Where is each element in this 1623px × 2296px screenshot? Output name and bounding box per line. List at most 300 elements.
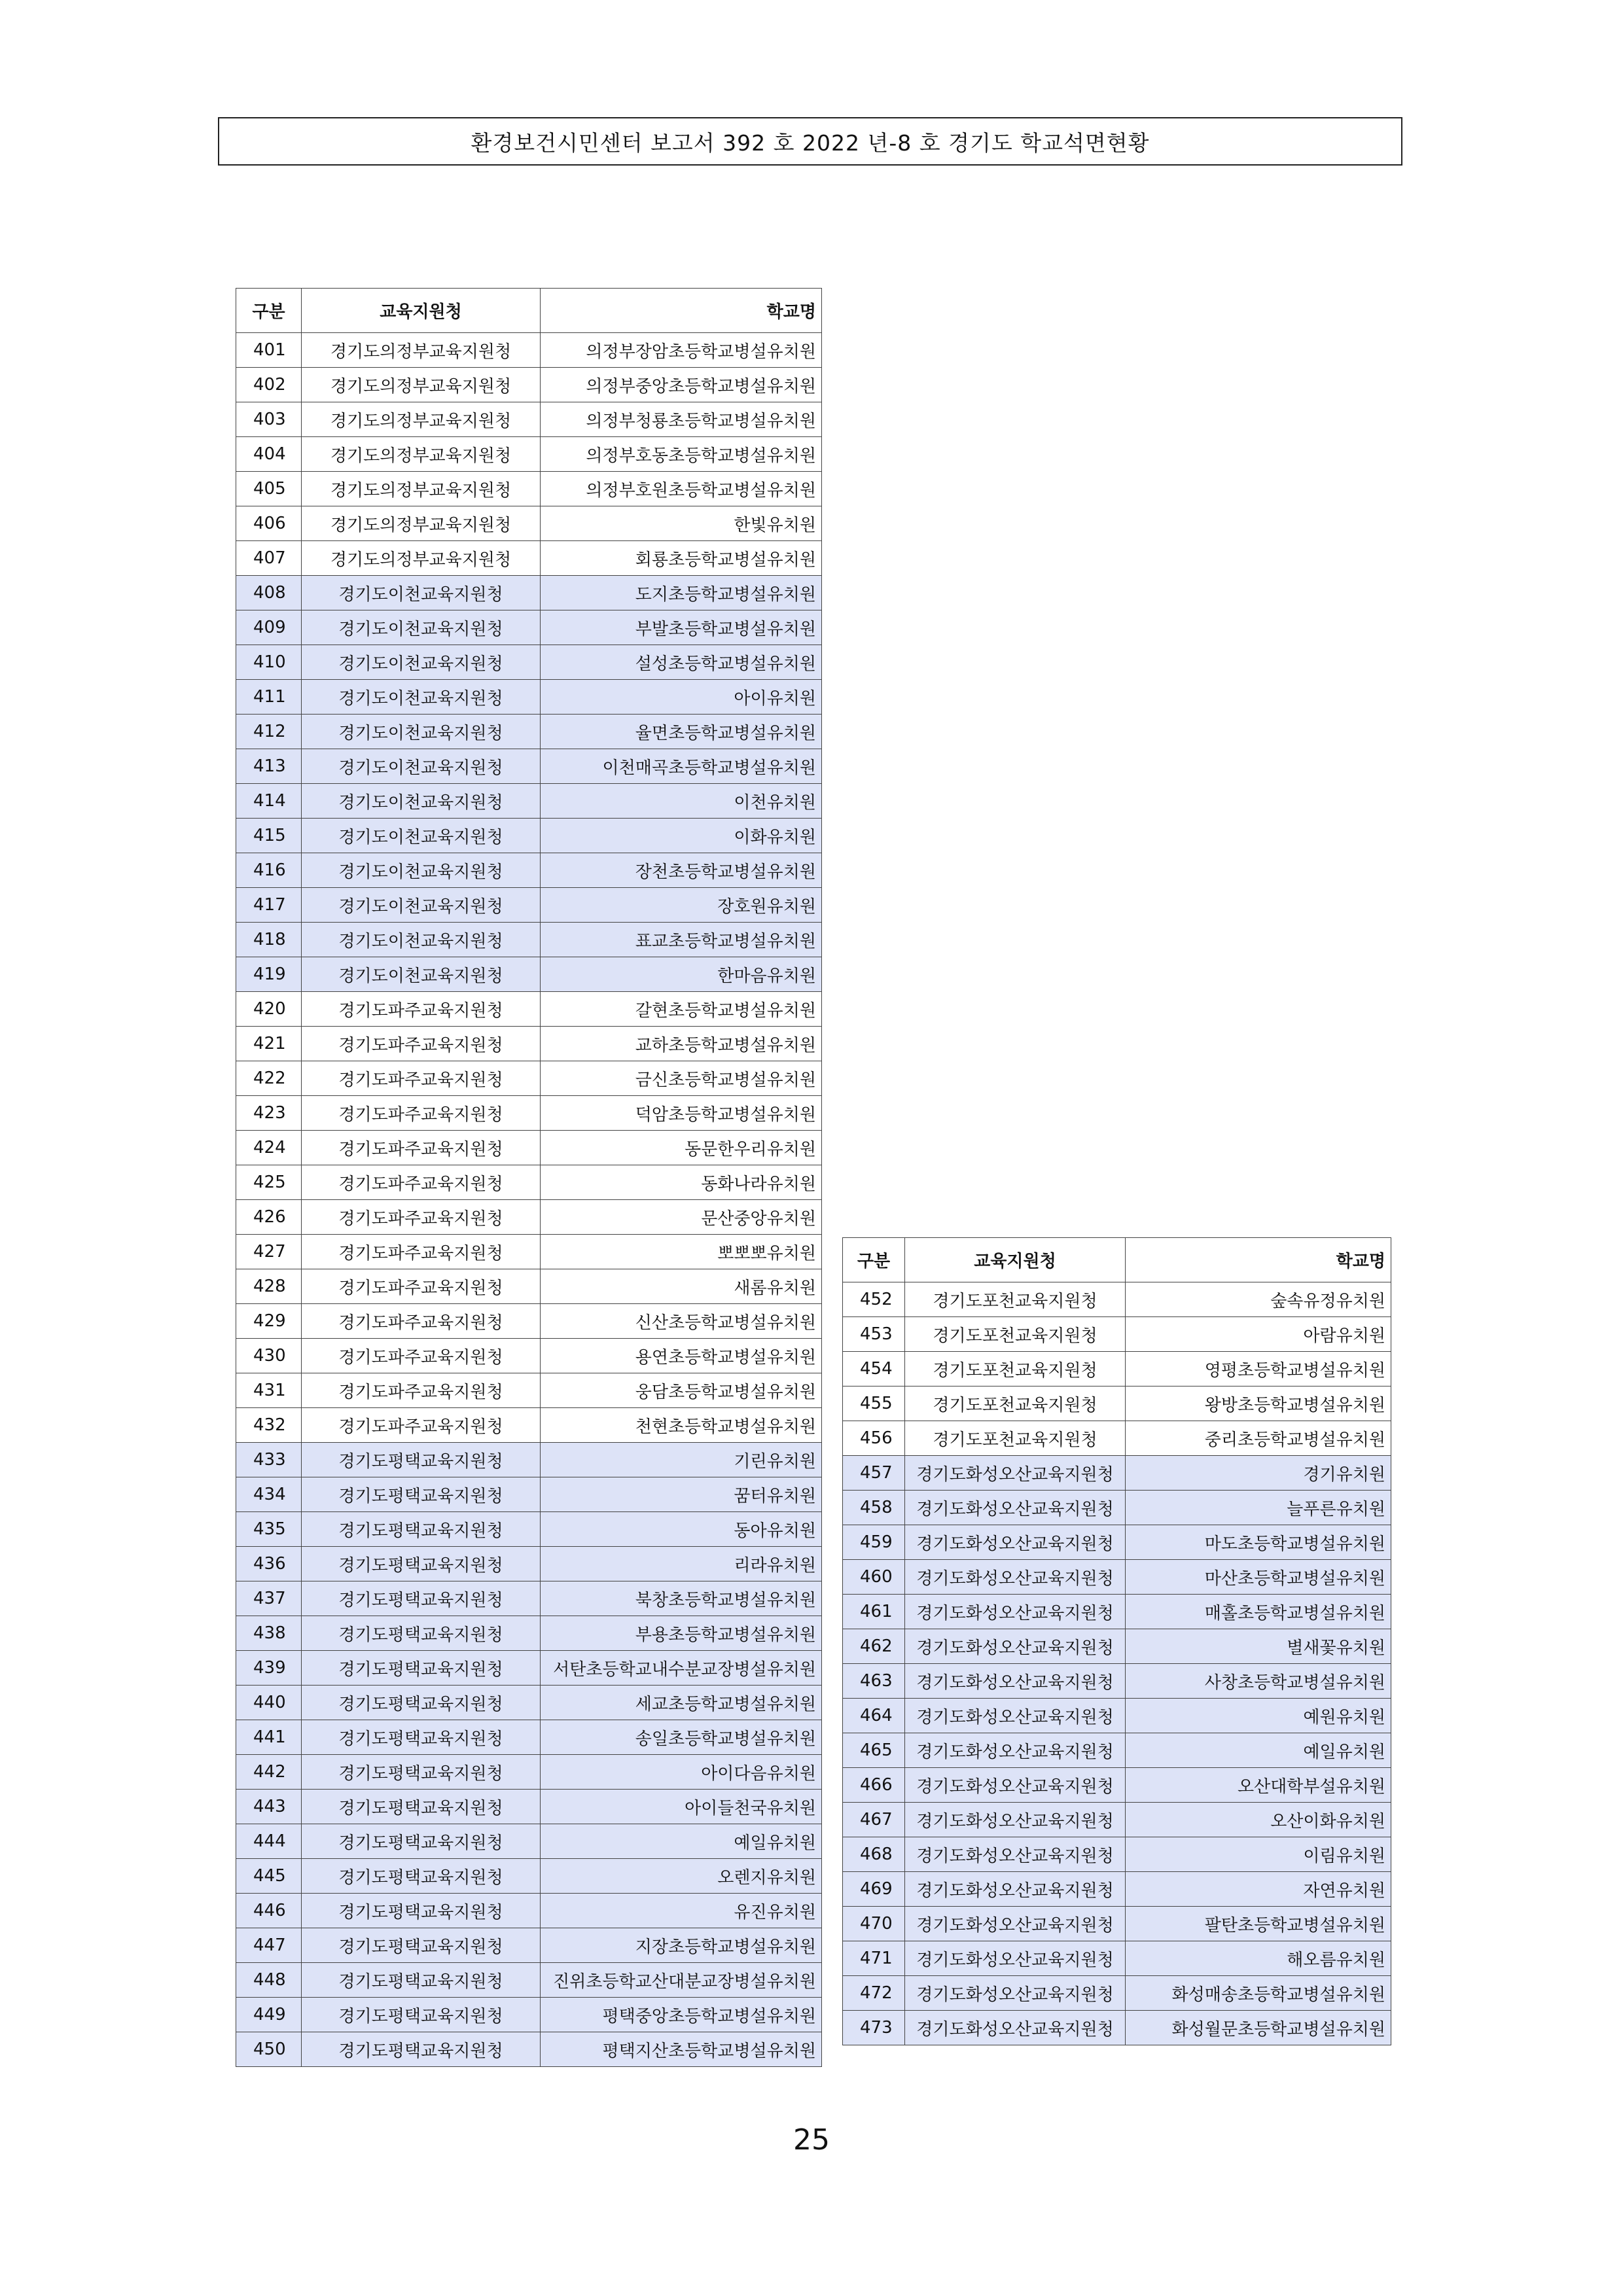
row-number: 410 [236, 645, 302, 680]
table-row [236, 819, 822, 853]
office-cell: 경기도이천교육지원청 [302, 853, 541, 888]
table-row [236, 1512, 822, 1547]
office-cell: 경기도평택교육지원청 [302, 1998, 541, 2032]
office-cell: 경기도이천교육지원청 [302, 576, 541, 610]
table-row [236, 1269, 822, 1304]
row-number: 462 [843, 1629, 905, 1664]
row-number: 425 [236, 1165, 302, 1200]
office-cell: 경기도평택교육지원청 [302, 1790, 541, 1824]
table-row [236, 368, 822, 402]
school-name-cell: 새롬유치원 [541, 1269, 822, 1304]
row-number: 411 [236, 680, 302, 715]
office-cell: 경기도이천교육지원청 [302, 957, 541, 992]
school-name-cell: 아이유치원 [541, 680, 822, 715]
office-cell: 경기도화성오산교육지원청 [905, 1733, 1126, 1768]
table-row [236, 888, 822, 923]
school-name-cell: 별새꽃유치원 [1126, 1629, 1391, 1664]
row-number: 422 [236, 1061, 302, 1096]
school-name-cell: 매홀초등학교병설유치원 [1126, 1595, 1391, 1629]
table-row [236, 992, 822, 1027]
school-name-cell: 이천유치원 [541, 784, 822, 819]
office-cell: 경기도포천교육지원청 [905, 1317, 1126, 1352]
table-row [236, 1928, 822, 1963]
row-number: 461 [843, 1595, 905, 1629]
school-name-cell: 문산중앙유치원 [541, 1200, 822, 1235]
row-number: 444 [236, 1824, 302, 1859]
page-number: 25 [793, 2123, 830, 2157]
school-name-cell: 의정부호동초등학교병설유치원 [541, 437, 822, 472]
row-number: 405 [236, 472, 302, 506]
office-cell: 경기도의정부교육지원청 [302, 333, 541, 368]
office-cell: 경기도화성오산교육지원청 [905, 1941, 1126, 1976]
school-name-cell: 회룡초등학교병설유치원 [541, 541, 822, 576]
row-number: 470 [843, 1907, 905, 1941]
table-row [236, 1963, 822, 1998]
office-cell: 경기도평택교육지원청 [302, 1651, 541, 1686]
table-row [236, 472, 822, 506]
school-name-cell: 북창초등학교병설유치원 [541, 1581, 822, 1616]
school-name-cell: 화성매송초등학교병설유치원 [1126, 1976, 1391, 2011]
table-row [843, 1282, 1391, 1317]
row-number: 441 [236, 1720, 302, 1755]
school-name-cell: 신산초등학교병설유치원 [541, 1304, 822, 1339]
office-cell: 경기도화성오산교육지원청 [905, 1456, 1126, 1491]
row-number: 402 [236, 368, 302, 402]
office-cell: 경기도화성오산교육지원청 [905, 1803, 1126, 1837]
row-number: 406 [236, 506, 302, 541]
row-number: 460 [843, 1560, 905, 1595]
school-name-cell: 사창초등학교병설유치원 [1126, 1664, 1391, 1699]
office-cell: 경기도이천교육지원청 [302, 610, 541, 645]
office-cell: 경기도평택교육지원청 [302, 1894, 541, 1928]
row-number: 431 [236, 1373, 302, 1408]
school-name-cell: 동아유치원 [541, 1512, 822, 1547]
school-name-cell: 자연유치원 [1126, 1872, 1391, 1907]
office-cell: 경기도이천교육지원청 [302, 888, 541, 923]
row-number: 456 [843, 1421, 905, 1456]
school-name-cell: 표교초등학교병설유치원 [541, 923, 822, 957]
school-name-cell: 장호원유치원 [541, 888, 822, 923]
table-row [843, 1837, 1391, 1872]
table-row [236, 1790, 822, 1824]
row-number: 473 [843, 2011, 905, 2045]
school-name-cell: 늘푸른유치원 [1126, 1491, 1391, 1525]
school-name-cell: 의정부장암초등학교병설유치원 [541, 333, 822, 368]
office-cell: 경기도평택교육지원청 [302, 1477, 541, 1512]
school-name-cell: 덕암초등학교병설유치원 [541, 1096, 822, 1131]
office-cell: 경기도파주교육지원청 [302, 1304, 541, 1339]
header-num: 구분 [843, 1238, 905, 1282]
row-number: 452 [843, 1282, 905, 1317]
table-row [236, 1616, 822, 1651]
row-number: 436 [236, 1547, 302, 1581]
office-cell: 경기도화성오산교육지원청 [905, 1525, 1126, 1560]
office-cell: 경기도의정부교육지원청 [302, 541, 541, 576]
report-header [218, 117, 1402, 166]
table-row [236, 1547, 822, 1581]
row-number: 442 [236, 1755, 302, 1790]
school-name-cell: 마산초등학교병설유치원 [1126, 1560, 1391, 1595]
school-name-cell: 세교초등학교병설유치원 [541, 1686, 822, 1720]
row-number: 440 [236, 1686, 302, 1720]
row-number: 447 [236, 1928, 302, 1963]
table-row [843, 1803, 1391, 1837]
table-row [236, 1824, 822, 1859]
school-table-left [236, 288, 822, 2067]
row-number: 418 [236, 923, 302, 957]
table-row [843, 1352, 1391, 1386]
table-row [236, 402, 822, 437]
office-cell: 경기도평택교육지원청 [302, 1616, 541, 1651]
school-name-cell: 교하초등학교병설유치원 [541, 1027, 822, 1061]
office-cell: 경기도파주교육지원청 [302, 1165, 541, 1200]
school-name-cell: 꿈터유치원 [541, 1477, 822, 1512]
school-name-cell: 마도초등학교병설유치원 [1126, 1525, 1391, 1560]
table-row [843, 1421, 1391, 1456]
table-row [236, 333, 822, 368]
table-row [843, 1595, 1391, 1629]
table-row [843, 2011, 1391, 2045]
row-number: 420 [236, 992, 302, 1027]
table-row [843, 1768, 1391, 1803]
table-row [236, 784, 822, 819]
office-cell: 경기도화성오산교육지원청 [905, 1560, 1126, 1595]
table-row [236, 1131, 822, 1165]
row-number: 413 [236, 749, 302, 784]
office-cell: 경기도평택교육지원청 [302, 2032, 541, 2067]
row-number: 437 [236, 1581, 302, 1616]
table-row [236, 576, 822, 610]
office-cell: 경기도평택교육지원청 [302, 1512, 541, 1547]
office-cell: 경기도평택교육지원청 [302, 1720, 541, 1755]
table-row [843, 1456, 1391, 1491]
school-name-cell: 오렌지유치원 [541, 1859, 822, 1894]
school-name-cell: 도지초등학교병설유치원 [541, 576, 822, 610]
office-cell: 경기도평택교육지원청 [302, 1686, 541, 1720]
school-name-cell: 송일초등학교병설유치원 [541, 1720, 822, 1755]
table-row [236, 1373, 822, 1408]
school-name-cell: 영평초등학교병설유치원 [1126, 1352, 1391, 1386]
office-cell: 경기도이천교육지원청 [302, 784, 541, 819]
school-name-cell: 의정부호원초등학교병설유치원 [541, 472, 822, 506]
table-row [236, 1998, 822, 2032]
school-name-cell: 팔탄초등학교병설유치원 [1126, 1907, 1391, 1941]
office-cell: 경기도의정부교육지원청 [302, 437, 541, 472]
table-row [236, 923, 822, 957]
table-row [236, 1061, 822, 1096]
school-name-cell: 예원유치원 [1126, 1699, 1391, 1733]
table-row [236, 1304, 822, 1339]
office-cell: 경기도화성오산교육지원청 [905, 1629, 1126, 1664]
table-row [236, 1720, 822, 1755]
school-name-cell: 이화유치원 [541, 819, 822, 853]
row-number: 419 [236, 957, 302, 992]
school-name-cell: 금신초등학교병설유치원 [541, 1061, 822, 1096]
office-cell: 경기도파주교육지원청 [302, 1027, 541, 1061]
office-cell: 경기도파주교육지원청 [302, 1373, 541, 1408]
office-cell: 경기도포천교육지원청 [905, 1421, 1126, 1456]
school-name-cell: 동화나라유치원 [541, 1165, 822, 1200]
row-number: 466 [843, 1768, 905, 1803]
school-name-cell: 평택중앙초등학교병설유치원 [541, 1998, 822, 2032]
school-name-cell: 율면초등학교병설유치원 [541, 715, 822, 749]
row-number: 472 [843, 1976, 905, 2011]
row-number: 446 [236, 1894, 302, 1928]
table-header-row [236, 289, 822, 333]
office-cell: 경기도평택교육지원청 [302, 1824, 541, 1859]
row-number: 430 [236, 1339, 302, 1373]
row-number: 412 [236, 715, 302, 749]
row-number: 421 [236, 1027, 302, 1061]
school-name-cell: 한빛유치원 [541, 506, 822, 541]
school-name-cell: 장천초등학교병설유치원 [541, 853, 822, 888]
office-cell: 경기도이천교육지원청 [302, 645, 541, 680]
school-name-cell: 해오름유치원 [1126, 1941, 1391, 1976]
row-number: 434 [236, 1477, 302, 1512]
table-row [236, 1859, 822, 1894]
table-row [236, 1443, 822, 1477]
table-row [236, 437, 822, 472]
school-name-cell: 갈현초등학교병설유치원 [541, 992, 822, 1027]
table-row [236, 1096, 822, 1131]
office-cell: 경기도파주교육지원청 [302, 992, 541, 1027]
table-row [236, 1686, 822, 1720]
school-name-cell: 지장초등학교병설유치원 [541, 1928, 822, 1963]
table-row [236, 957, 822, 992]
row-number: 445 [236, 1859, 302, 1894]
school-name-cell: 숲속유정유치원 [1126, 1282, 1391, 1317]
row-number: 426 [236, 1200, 302, 1235]
school-name-cell: 아이다음유치원 [541, 1755, 822, 1790]
school-name-cell: 뽀뽀뽀유치원 [541, 1235, 822, 1269]
office-cell: 경기도평택교육지원청 [302, 1928, 541, 1963]
office-cell: 경기도파주교육지원청 [302, 1131, 541, 1165]
office-cell: 경기도의정부교육지원청 [302, 368, 541, 402]
school-name-cell: 예일유치원 [1126, 1733, 1391, 1768]
table-row [236, 680, 822, 715]
header-school: 학교명 [1126, 1238, 1391, 1282]
row-number: 463 [843, 1664, 905, 1699]
school-name-cell: 유진유치원 [541, 1894, 822, 1928]
table-row [843, 1872, 1391, 1907]
office-cell: 경기도의정부교육지원청 [302, 402, 541, 437]
school-name-cell: 천현초등학교병설유치원 [541, 1408, 822, 1443]
table-row [236, 1581, 822, 1616]
row-number: 458 [843, 1491, 905, 1525]
school-name-cell: 기린유치원 [541, 1443, 822, 1477]
table-row [843, 1941, 1391, 1976]
office-cell: 경기도포천교육지원청 [905, 1352, 1126, 1386]
header-office: 교육지원청 [302, 289, 541, 333]
office-cell: 경기도화성오산교육지원청 [905, 1907, 1126, 1941]
office-cell: 경기도평택교육지원청 [302, 1963, 541, 1998]
row-number: 469 [843, 1872, 905, 1907]
row-number: 459 [843, 1525, 905, 1560]
office-cell: 경기도파주교육지원청 [302, 1200, 541, 1235]
school-name-cell: 리라유치원 [541, 1547, 822, 1581]
office-cell: 경기도파주교육지원청 [302, 1339, 541, 1373]
office-cell: 경기도화성오산교육지원청 [905, 1595, 1126, 1629]
row-number: 415 [236, 819, 302, 853]
table-row [236, 1339, 822, 1373]
row-number: 448 [236, 1963, 302, 1998]
table-row [236, 1651, 822, 1686]
header-office: 교육지원청 [905, 1238, 1126, 1282]
table-header-row [843, 1238, 1391, 1282]
row-number: 429 [236, 1304, 302, 1339]
school-name-cell: 진위초등학교산대분교장병설유치원 [541, 1963, 822, 1998]
row-number: 457 [843, 1456, 905, 1491]
table-row [236, 1477, 822, 1512]
school-name-cell: 오산대학부설유치원 [1126, 1768, 1391, 1803]
row-number: 467 [843, 1803, 905, 1837]
row-number: 468 [843, 1837, 905, 1872]
row-number: 424 [236, 1131, 302, 1165]
school-name-cell: 부발초등학교병설유치원 [541, 610, 822, 645]
table-row [236, 1165, 822, 1200]
row-number: 435 [236, 1512, 302, 1547]
table-row [236, 715, 822, 749]
row-number: 427 [236, 1235, 302, 1269]
office-cell: 경기도화성오산교육지원청 [905, 1699, 1126, 1733]
table-row [236, 610, 822, 645]
table-row [236, 506, 822, 541]
school-name-cell: 오산이화유치원 [1126, 1803, 1391, 1837]
table-row [236, 1235, 822, 1269]
table-row [843, 1317, 1391, 1352]
table-row [843, 1386, 1391, 1421]
school-name-cell: 아이들천국유치원 [541, 1790, 822, 1824]
row-number: 443 [236, 1790, 302, 1824]
school-name-cell: 서탄초등학교내수분교장병설유치원 [541, 1651, 822, 1686]
office-cell: 경기도화성오산교육지원청 [905, 2011, 1126, 2045]
row-number: 464 [843, 1699, 905, 1733]
table-row [843, 1664, 1391, 1699]
office-cell: 경기도화성오산교육지원청 [905, 1837, 1126, 1872]
row-number: 417 [236, 888, 302, 923]
row-number: 450 [236, 2032, 302, 2067]
table-row [236, 749, 822, 784]
school-name-cell: 아람유치원 [1126, 1317, 1391, 1352]
office-cell: 경기도평택교육지원청 [302, 1755, 541, 1790]
table-row [236, 2032, 822, 2067]
table-row [236, 1755, 822, 1790]
school-name-cell: 부용초등학교병설유치원 [541, 1616, 822, 1651]
row-number: 455 [843, 1386, 905, 1421]
table-row [843, 1733, 1391, 1768]
row-number: 433 [236, 1443, 302, 1477]
row-number: 428 [236, 1269, 302, 1304]
school-name-cell: 이천매곡초등학교병설유치원 [541, 749, 822, 784]
row-number: 401 [236, 333, 302, 368]
report-title: 환경보건시민센터 보고서 392 호 2022 년-8 호 경기도 학교석면현황 [471, 130, 1150, 156]
table-row [843, 1525, 1391, 1560]
row-number: 465 [843, 1733, 905, 1768]
table-row [843, 1560, 1391, 1595]
office-cell: 경기도화성오산교육지원청 [905, 1872, 1126, 1907]
school-name-cell: 이림유치원 [1126, 1837, 1391, 1872]
row-number: 414 [236, 784, 302, 819]
row-number: 408 [236, 576, 302, 610]
office-cell: 경기도평택교육지원청 [302, 1547, 541, 1581]
table-row [236, 1200, 822, 1235]
school-name-cell: 중리초등학교병설유치원 [1126, 1421, 1391, 1456]
row-number: 432 [236, 1408, 302, 1443]
table-row [236, 1027, 822, 1061]
office-cell: 경기도의정부교육지원청 [302, 472, 541, 506]
office-cell: 경기도이천교육지원청 [302, 923, 541, 957]
school-table-right [842, 1237, 1391, 2045]
office-cell: 경기도평택교육지원청 [302, 1581, 541, 1616]
office-cell: 경기도평택교육지원청 [302, 1859, 541, 1894]
office-cell: 경기도화성오산교육지원청 [905, 1976, 1126, 2011]
row-number: 438 [236, 1616, 302, 1651]
office-cell: 경기도화성오산교육지원청 [905, 1664, 1126, 1699]
header-school: 학교명 [541, 289, 822, 333]
office-cell: 경기도화성오산교육지원청 [905, 1491, 1126, 1525]
office-cell: 경기도파주교육지원청 [302, 1235, 541, 1269]
row-number: 416 [236, 853, 302, 888]
row-number: 403 [236, 402, 302, 437]
school-name-cell: 동문한우리유치원 [541, 1131, 822, 1165]
table-row [843, 1699, 1391, 1733]
row-number: 454 [843, 1352, 905, 1386]
office-cell: 경기도파주교육지원청 [302, 1408, 541, 1443]
office-cell: 경기도포천교육지원청 [905, 1386, 1126, 1421]
row-number: 423 [236, 1096, 302, 1131]
school-name-cell: 한마음유치원 [541, 957, 822, 992]
row-number: 449 [236, 1998, 302, 2032]
row-number: 404 [236, 437, 302, 472]
office-cell: 경기도의정부교육지원청 [302, 506, 541, 541]
office-cell: 경기도평택교육지원청 [302, 1443, 541, 1477]
table-row [236, 541, 822, 576]
office-cell: 경기도파주교육지원청 [302, 1269, 541, 1304]
school-name-cell: 화성월문초등학교병설유치원 [1126, 2011, 1391, 2045]
office-cell: 경기도이천교육지원청 [302, 749, 541, 784]
office-cell: 경기도파주교육지원청 [302, 1096, 541, 1131]
school-name-cell: 의정부중앙초등학교병설유치원 [541, 368, 822, 402]
table-row [843, 1907, 1391, 1941]
office-cell: 경기도이천교육지원청 [302, 715, 541, 749]
table-row [236, 1408, 822, 1443]
row-number: 471 [843, 1941, 905, 1976]
office-cell: 경기도이천교육지원청 [302, 680, 541, 715]
school-name-cell: 예일유치원 [541, 1824, 822, 1859]
row-number: 453 [843, 1317, 905, 1352]
school-name-cell: 의정부청룡초등학교병설유치원 [541, 402, 822, 437]
school-name-cell: 용연초등학교병설유치원 [541, 1339, 822, 1373]
school-name-cell: 경기유치원 [1126, 1456, 1391, 1491]
table-row [236, 645, 822, 680]
row-number: 407 [236, 541, 302, 576]
office-cell: 경기도이천교육지원청 [302, 819, 541, 853]
row-number: 439 [236, 1651, 302, 1686]
table-row [236, 853, 822, 888]
school-name-cell: 웅담초등학교병설유치원 [541, 1373, 822, 1408]
office-cell: 경기도화성오산교육지원청 [905, 1768, 1126, 1803]
table-row [843, 1491, 1391, 1525]
school-name-cell: 평택지산초등학교병설유치원 [541, 2032, 822, 2067]
school-name-cell: 설성초등학교병설유치원 [541, 645, 822, 680]
office-cell: 경기도포천교육지원청 [905, 1282, 1126, 1317]
table-row [843, 1629, 1391, 1664]
row-number: 409 [236, 610, 302, 645]
table-row [236, 1894, 822, 1928]
header-num: 구분 [236, 289, 302, 333]
table-row [843, 1976, 1391, 2011]
school-name-cell: 왕방초등학교병설유치원 [1126, 1386, 1391, 1421]
